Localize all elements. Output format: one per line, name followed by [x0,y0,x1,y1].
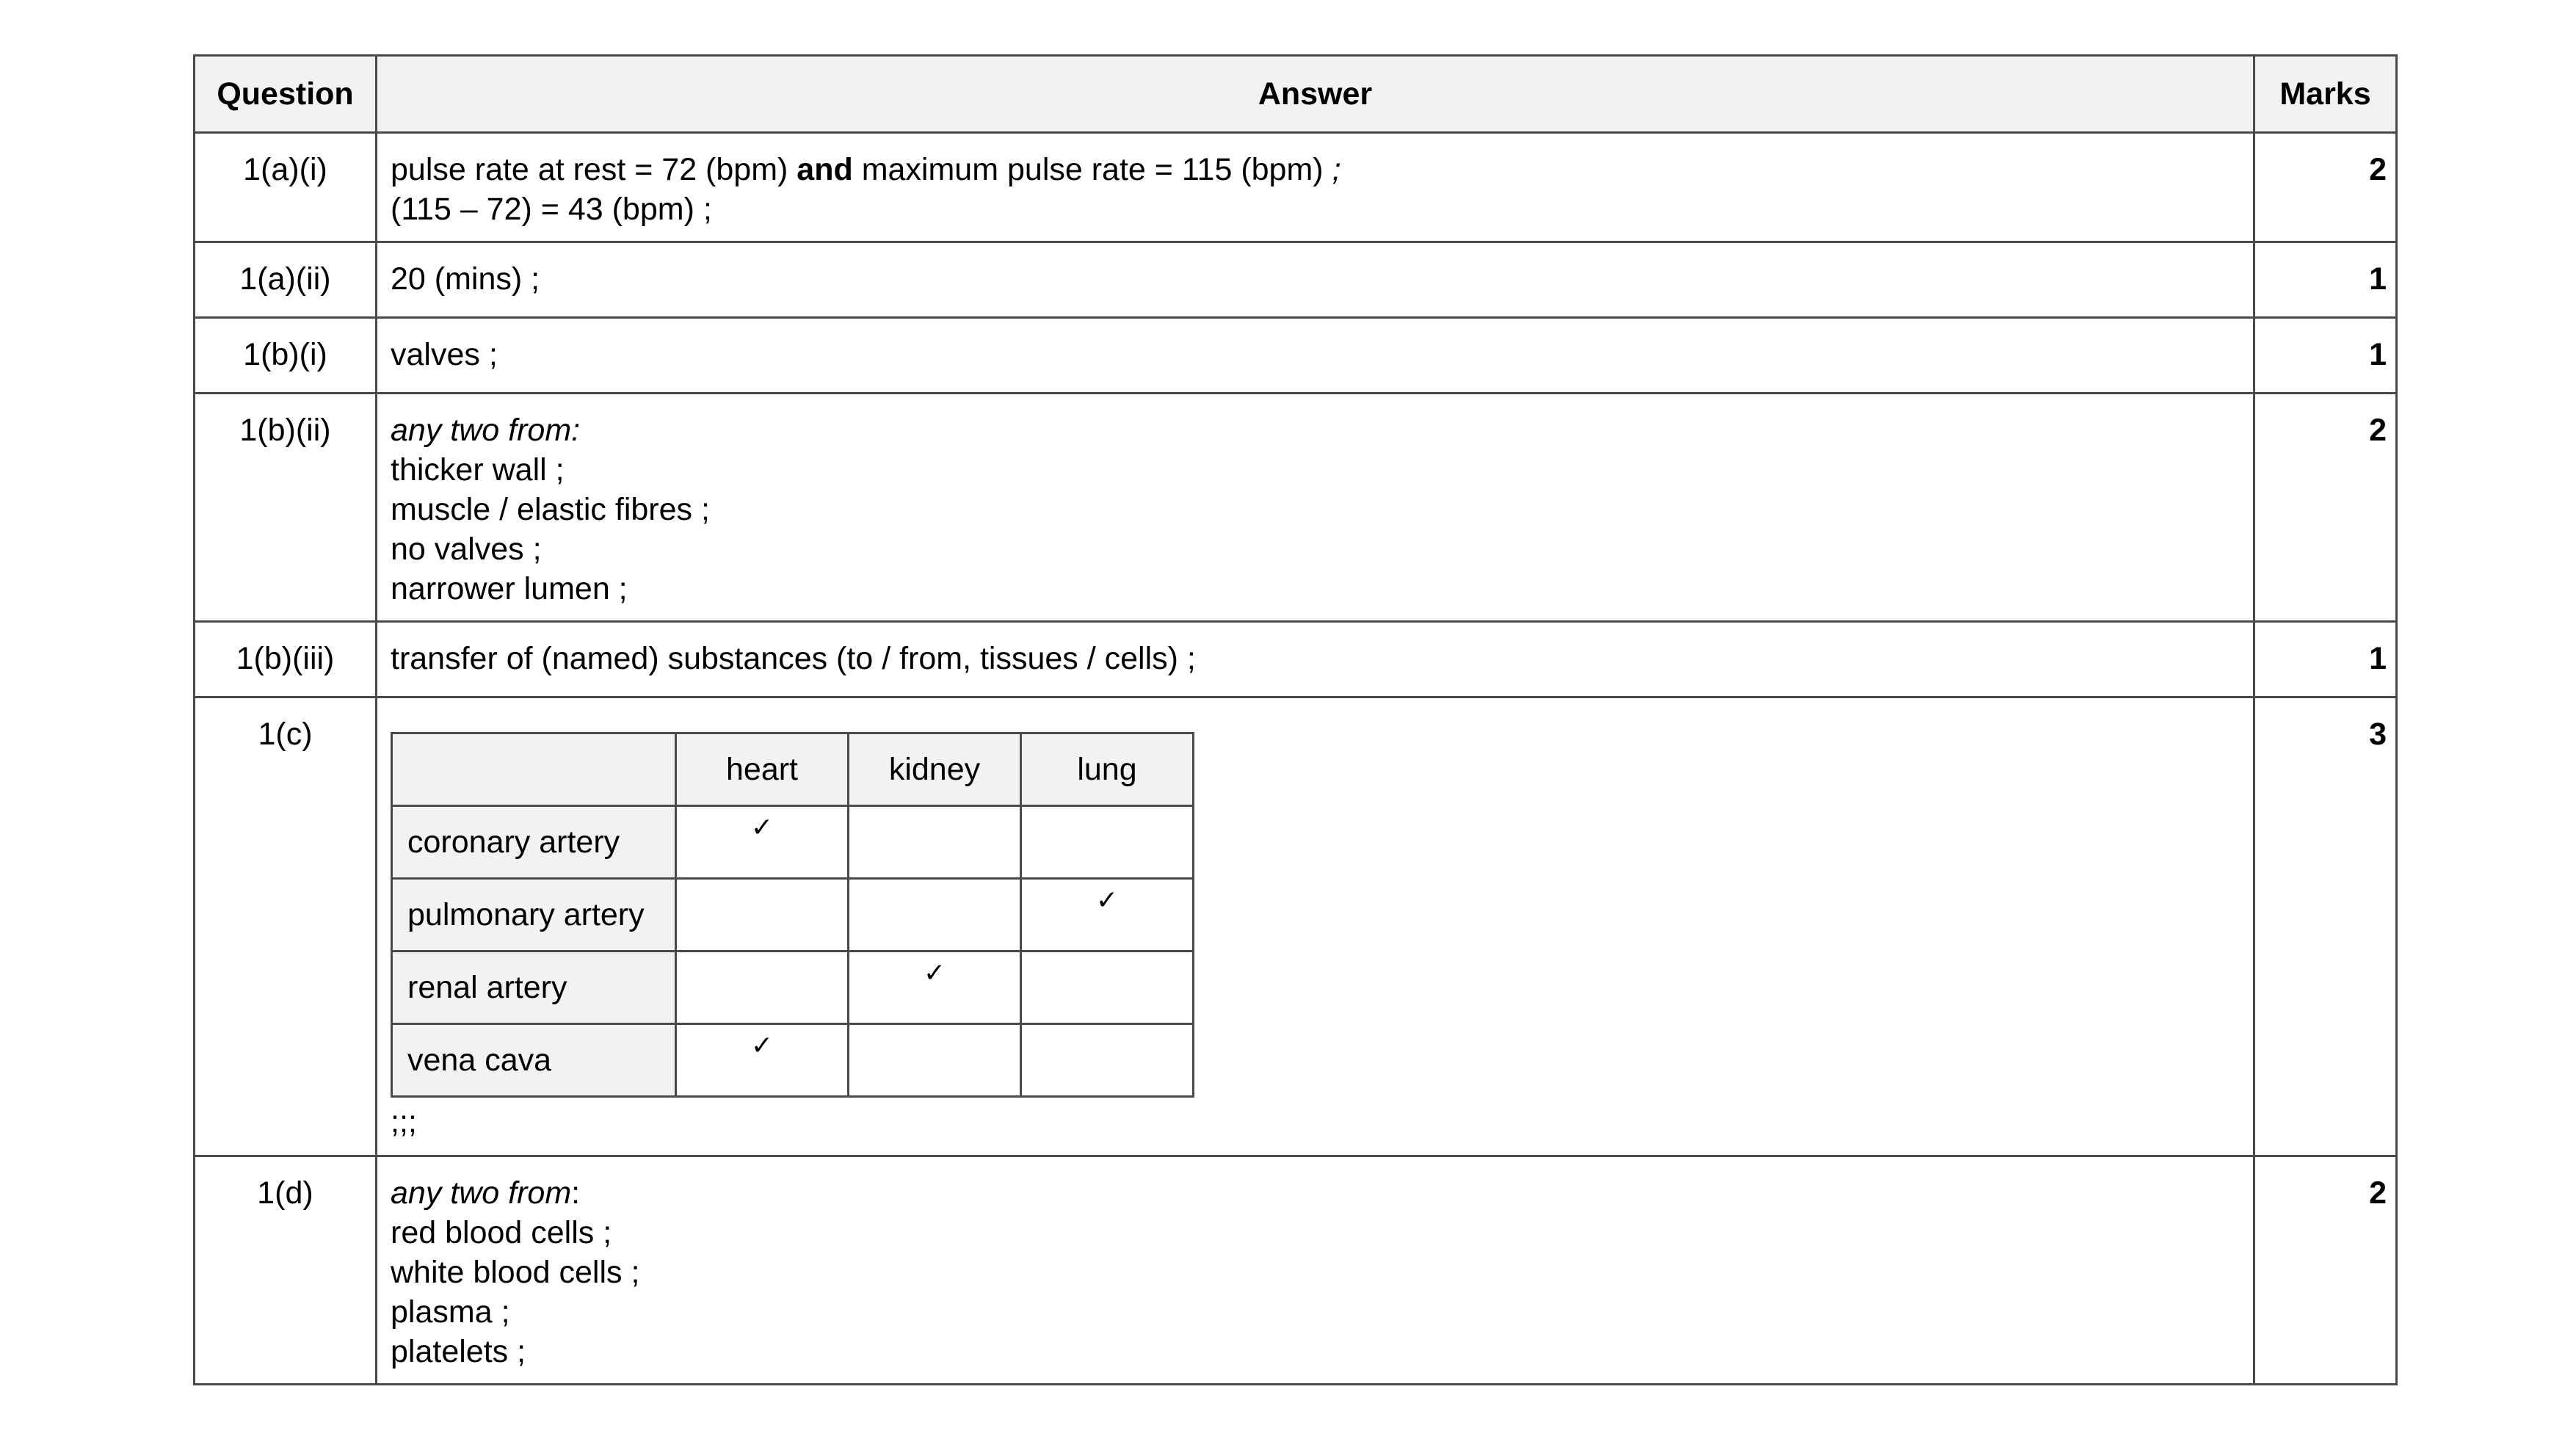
answer-text: : [571,1175,581,1211]
tick-icon: ✓ [923,958,946,988]
vessel-label: pulmonary artery [392,879,676,952]
answer-cell [377,242,2254,318]
answer-line [391,450,2240,490]
table-row [195,697,2397,1156]
organ-column-lung: lung [1021,733,1194,806]
answer-text: muscle / elastic fibres ; [391,492,710,527]
question-number: 1(b)(i) [195,318,377,394]
mark-scheme-body [195,133,2397,1385]
answer-line [391,639,2240,678]
tick-icon: ✓ [750,1031,774,1061]
organ-row-pulmonary-artery [392,879,1194,952]
vessel-label: vena cava [392,1024,676,1097]
tick-cell [1021,806,1194,879]
mark-scheme-page [193,54,2395,1385]
organ-column-kidney: kidney [849,733,1021,806]
table-row [195,622,2397,697]
answer-text: narrower lumen ; [391,571,628,606]
answer-line [391,189,2240,229]
organ-header-row [392,733,1194,806]
organ-column-heart: heart [676,733,849,806]
question-number: 1(a)(ii) [195,242,377,318]
answer-text: transfer of (named) substances (to / from, tissues / cells) ; [391,641,1196,676]
tick-cell [676,879,849,952]
answer-line [391,490,2240,529]
question-number: 1(c) [195,697,377,1156]
answer-cell [377,697,2254,1156]
answer-line [391,529,2240,569]
question-number: 1(a)(i) [195,133,377,242]
organ-artery-table [391,732,1194,1098]
answer-line [391,335,2240,374]
answer-line [391,1213,2240,1253]
table-row [195,394,2397,622]
answer-line [391,1253,2240,1292]
tick-cell [676,806,849,879]
answer-cell [377,318,2254,394]
answer-line [391,150,2240,189]
answer-line [391,1332,2240,1371]
tick-cell [1021,1024,1194,1097]
tick-cell [676,952,849,1024]
answer-cell [377,133,2254,242]
marks-value: 2 [2254,394,2397,622]
answer-text-italic: any two from: [391,413,581,448]
tick-cell [849,952,1021,1024]
answer-cell [377,622,2254,697]
tick-cell [849,879,1021,952]
question-number: 1(b)(iii) [195,622,377,697]
table-row [195,133,2397,242]
organ-row-renal-artery [392,952,1194,1024]
vessel-label: coronary artery [392,806,676,879]
answer-text: platelets ; [391,1334,526,1369]
answer-header: Answer [377,56,2254,133]
marks-value: 2 [2254,1156,2397,1385]
marks-value: 1 [2254,318,2397,394]
question-header: Question [195,56,377,133]
tick-icon: ✓ [750,813,774,843]
table-row [195,1156,2397,1385]
answer-line [391,1173,2240,1213]
organ-row-vena-cava [392,1024,1194,1097]
answer-text-italic: ; [1332,152,1341,187]
answer-line [391,569,2240,609]
answer-text: white blood cells ; [391,1255,640,1290]
marks-value: 1 [2254,622,2397,697]
marking-points: ;;; [391,1104,417,1139]
table-row [195,242,2397,318]
answer-line [391,1292,2240,1332]
question-number: 1(b)(ii) [195,394,377,622]
answer-text: (115 – 72) = 43 (bpm) ; [391,192,712,227]
answer-line [391,259,2240,299]
marks-header: Marks [2254,56,2397,133]
answer-line [391,410,2240,450]
answer-text: maximum pulse rate = 115 (bpm) [852,152,1332,187]
answer-text-italic: any two from [391,1175,572,1211]
answer-text-bold: and [797,152,853,187]
table-row [195,318,2397,394]
marks-value: 3 [2254,697,2397,1156]
tick-icon: ✓ [1095,885,1119,916]
header-row [195,56,2397,133]
answer-text: no valves ; [391,532,542,567]
vessel-label: renal artery [392,952,676,1024]
answer-cell [377,1156,2254,1385]
tick-cell [676,1024,849,1097]
organ-table-corner [392,733,676,806]
answer-text: plasma ; [391,1294,510,1330]
tick-cell [849,1024,1021,1097]
marks-value: 1 [2254,242,2397,318]
answer-text: thicker wall ; [391,452,565,487]
answer-text: valves ; [391,337,498,372]
question-number: 1(d) [195,1156,377,1385]
answer-cell [377,394,2254,622]
answer-text: red blood cells ; [391,1215,612,1250]
marks-value: 2 [2254,133,2397,242]
mark-scheme-table [193,54,2398,1385]
organ-row-coronary-artery [392,806,1194,879]
answer-text: 20 (mins) ; [391,261,540,297]
tick-cell [849,806,1021,879]
answer-text: pulse rate at rest = 72 (bpm) [391,152,797,187]
tick-cell [1021,952,1194,1024]
tick-cell [1021,879,1194,952]
